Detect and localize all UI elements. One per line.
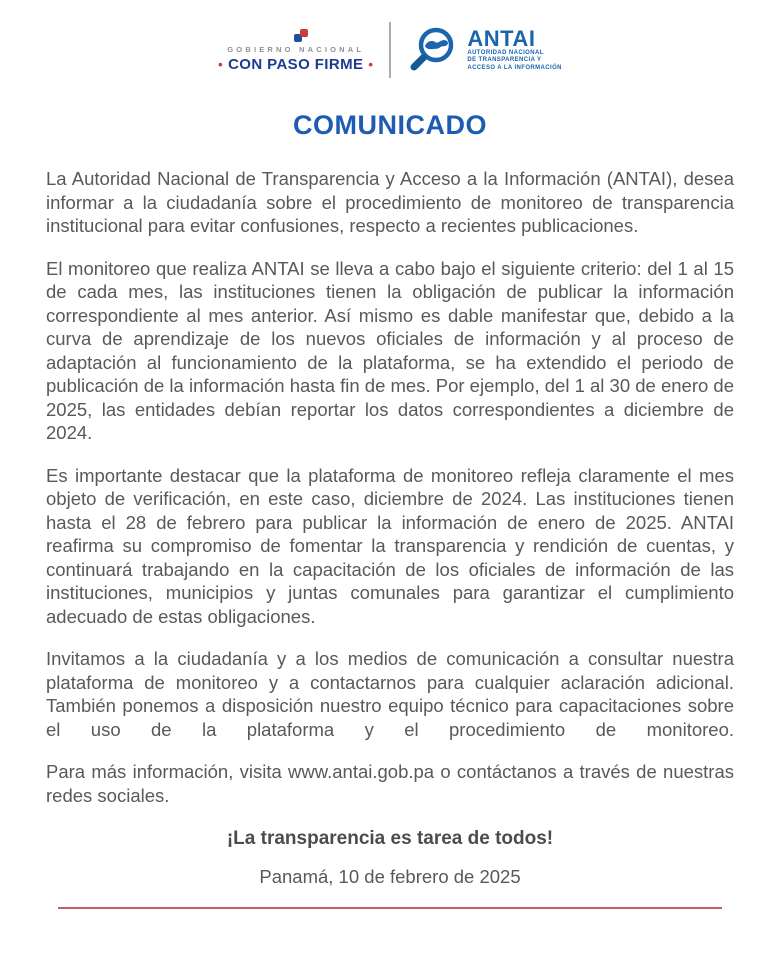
magnifier-panama-icon <box>407 24 459 76</box>
con-paso-firme-label <box>218 56 373 73</box>
slogan: ¡La transparencia es tarea de todos! <box>226 828 554 849</box>
paragraph-5: Para más información, visita www.antai.gob.pa o contáctanos a través de nuestras redes sociales. <box>46 761 734 806</box>
paragraph-4: Invitamos a la ciudadanía y a los medios de comunicación a consultar nuestra plataforma de monitoreo y a contactarnos para cualquier aclaración adicional. También ponemos a disposición nuestro equipo técnico para capacitaciones sobre el uso de la plataforma y el procedimiento de monitoreo. <box>46 648 734 740</box>
antai-name: ANTAI <box>467 25 536 51</box>
paragraph-2: El monitoreo que realiza ANTAI se lleva a cabo bajo el siguiente criterio: del 1 al 15 de cada mes, las instituciones tienen la obligación de publicar la información correspondiente al mes anterior. Así mismo es dable manifestar que, debido a la curva de aprendizaje de los nuevos oficiales de información y al proceso de adaptación al funcionamiento de la plataforma, se ha extendido el periodo de publicación de la información hasta fin de mes. Por ejemplo, del 1 al 30 de enero de 2025, las entidades debían reportar los datos correspondientes a diciembre de 2024. <box>46 257 735 443</box>
antai-subtitle-line2: DE TRANSPARENCIA Y <box>467 57 542 64</box>
red-dot-icon: • <box>368 56 374 72</box>
gobierno-nacional-label: GOBIERNO NACIONAL <box>227 44 365 54</box>
communique-body <box>0 167 780 807</box>
antai-wordmark <box>467 25 562 73</box>
page-title: COMUNICADO <box>293 110 487 140</box>
con-paso-firme-text: CON PASO FIRME <box>228 55 364 73</box>
red-dot-icon: • <box>218 56 224 72</box>
dateline: Panamá, 10 de febrero de 2025 <box>259 866 521 887</box>
flag-red-square <box>300 29 308 37</box>
antai-logo <box>407 24 562 76</box>
header <box>0 0 780 78</box>
paragraph-3: Es importante destacar que la plataforma de monitoreo refleja claramente el mes objeto de verificación, en este caso, diciembre de 2024. Las instituciones tienen hasta el 28 de febrero para publicar la información de enero de 2025. ANTAI reafirma su compromiso de fomentar la transparencia y rendición de cuentas, y continuará trabajando en la capacitación de los oficiales de información de las instituciones, municipios y juntas comunales para garantizar el cumplimiento adecuado de estas obligaciones. <box>46 464 734 627</box>
paragraph-1: La Autoridad Nacional de Transparencia y Acceso a la Información (ANTAI), desea informar a la ciudadanía sobre el procedimiento de monitoreo de transparencia institucional para evitar confusiones, respecto a recientes publicaciones. <box>46 168 734 236</box>
logo-divider <box>389 22 391 78</box>
panama-flag-icon <box>294 28 308 42</box>
antai-subtitle-line1: AUTORIDAD NACIONAL <box>467 49 544 56</box>
bottom-rule <box>58 907 722 909</box>
gobierno-nacional-logo <box>218 28 373 73</box>
antai-subtitle-line3: ACCESO A LA INFORMACIÓN <box>467 64 562 71</box>
